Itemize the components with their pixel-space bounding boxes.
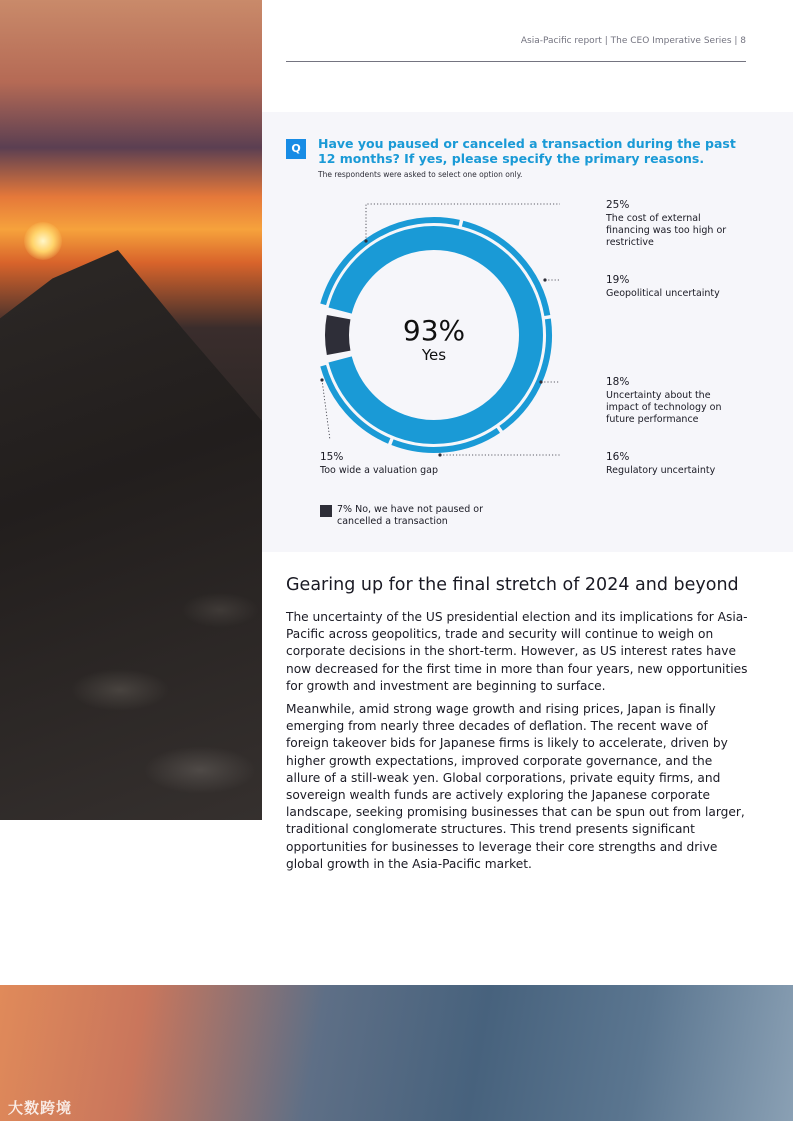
legend-swatch-no	[320, 505, 332, 517]
label-regulatory-text: Regulatory uncertainty	[606, 465, 716, 476]
label-technology-pct: 18%	[606, 376, 630, 388]
question-line-2: 12 months? If yes, please specify the primary reasons.	[318, 151, 705, 166]
question-note: The respondents were asked to select one option only.	[318, 170, 523, 179]
paragraph-1: The uncertainty of the US presidential election and its implications for Asia-Pacific across geopolitics, trade and security will continue to weigh on corporate decisions in the short-term. However, as US interest rates have now decreased for the first time in more than four years, new opportunities for growth and investment are beginning to surface.	[286, 610, 748, 693]
label-valuation	[320, 451, 480, 477]
question-badge: Q	[286, 139, 306, 159]
question-line-1: Have you paused or canceled a transaction during the past	[318, 136, 736, 151]
section-title: Gearing up for the final stretch of 2024 and beyond	[286, 575, 739, 595]
watermark-logo: 大数跨境	[8, 1099, 73, 1117]
paragraph-2: Meanwhile, amid strong wage growth and rising prices, Japan is finally emerging from nearly three decades of deflation. The recent wave of foreign takeover bids for Japanese firms is likely to accelerate, driven by higher growth expectations, improved corporate governance, and the allure of a still-weak yen. Global corporations, private equity firms, and sovereign wealth funds are actively exploring the Japanese corporate landscape, seeking promising businesses that can be spun out from larger, traditional conglomerate structures. This trend presents significant opportunities for businesses to leverage their core strengths and drive global growth in the Asia-Pacific market.	[286, 702, 745, 871]
label-financing-pct: 25%	[606, 199, 630, 211]
label-financing	[606, 199, 736, 249]
legend-no: 7% No, we have not paused or cancelled a transaction	[337, 504, 484, 527]
label-geopolitical	[606, 274, 736, 300]
leader-dot-1	[364, 239, 367, 242]
sun-glow	[24, 222, 62, 260]
label-technology-text: Uncertainty about the impact of technology on future performance	[606, 390, 722, 425]
label-valuation-text: Too wide a valuation gap	[320, 465, 439, 476]
label-financing-text: The cost of external financing was too high or restrictive	[606, 213, 727, 248]
leader-dot-3	[539, 380, 542, 383]
label-regulatory	[606, 451, 736, 477]
inner-slice-no	[337, 317, 339, 353]
label-technology	[606, 376, 731, 426]
header-divider	[286, 61, 746, 62]
footer-photo-sky	[0, 985, 793, 1121]
question-text	[318, 136, 738, 166]
leader-dot-2	[543, 278, 546, 281]
label-geopolitical-text: Geopolitical uncertainty	[606, 288, 720, 299]
label-regulatory-pct: 16%	[606, 451, 630, 463]
center-label: Yes	[421, 346, 447, 364]
center-value: 93%	[402, 314, 466, 347]
label-geopolitical-pct: 19%	[606, 274, 630, 286]
cover-photo-sunset-rocks	[0, 0, 262, 820]
label-valuation-pct: 15%	[320, 451, 344, 463]
running-header: Asia-Pacific report | The CEO Imperative Series | 8	[520, 36, 746, 46]
basalt-rocks	[0, 250, 262, 820]
leader-line-5	[322, 380, 330, 440]
leader-dot-5	[320, 378, 323, 381]
